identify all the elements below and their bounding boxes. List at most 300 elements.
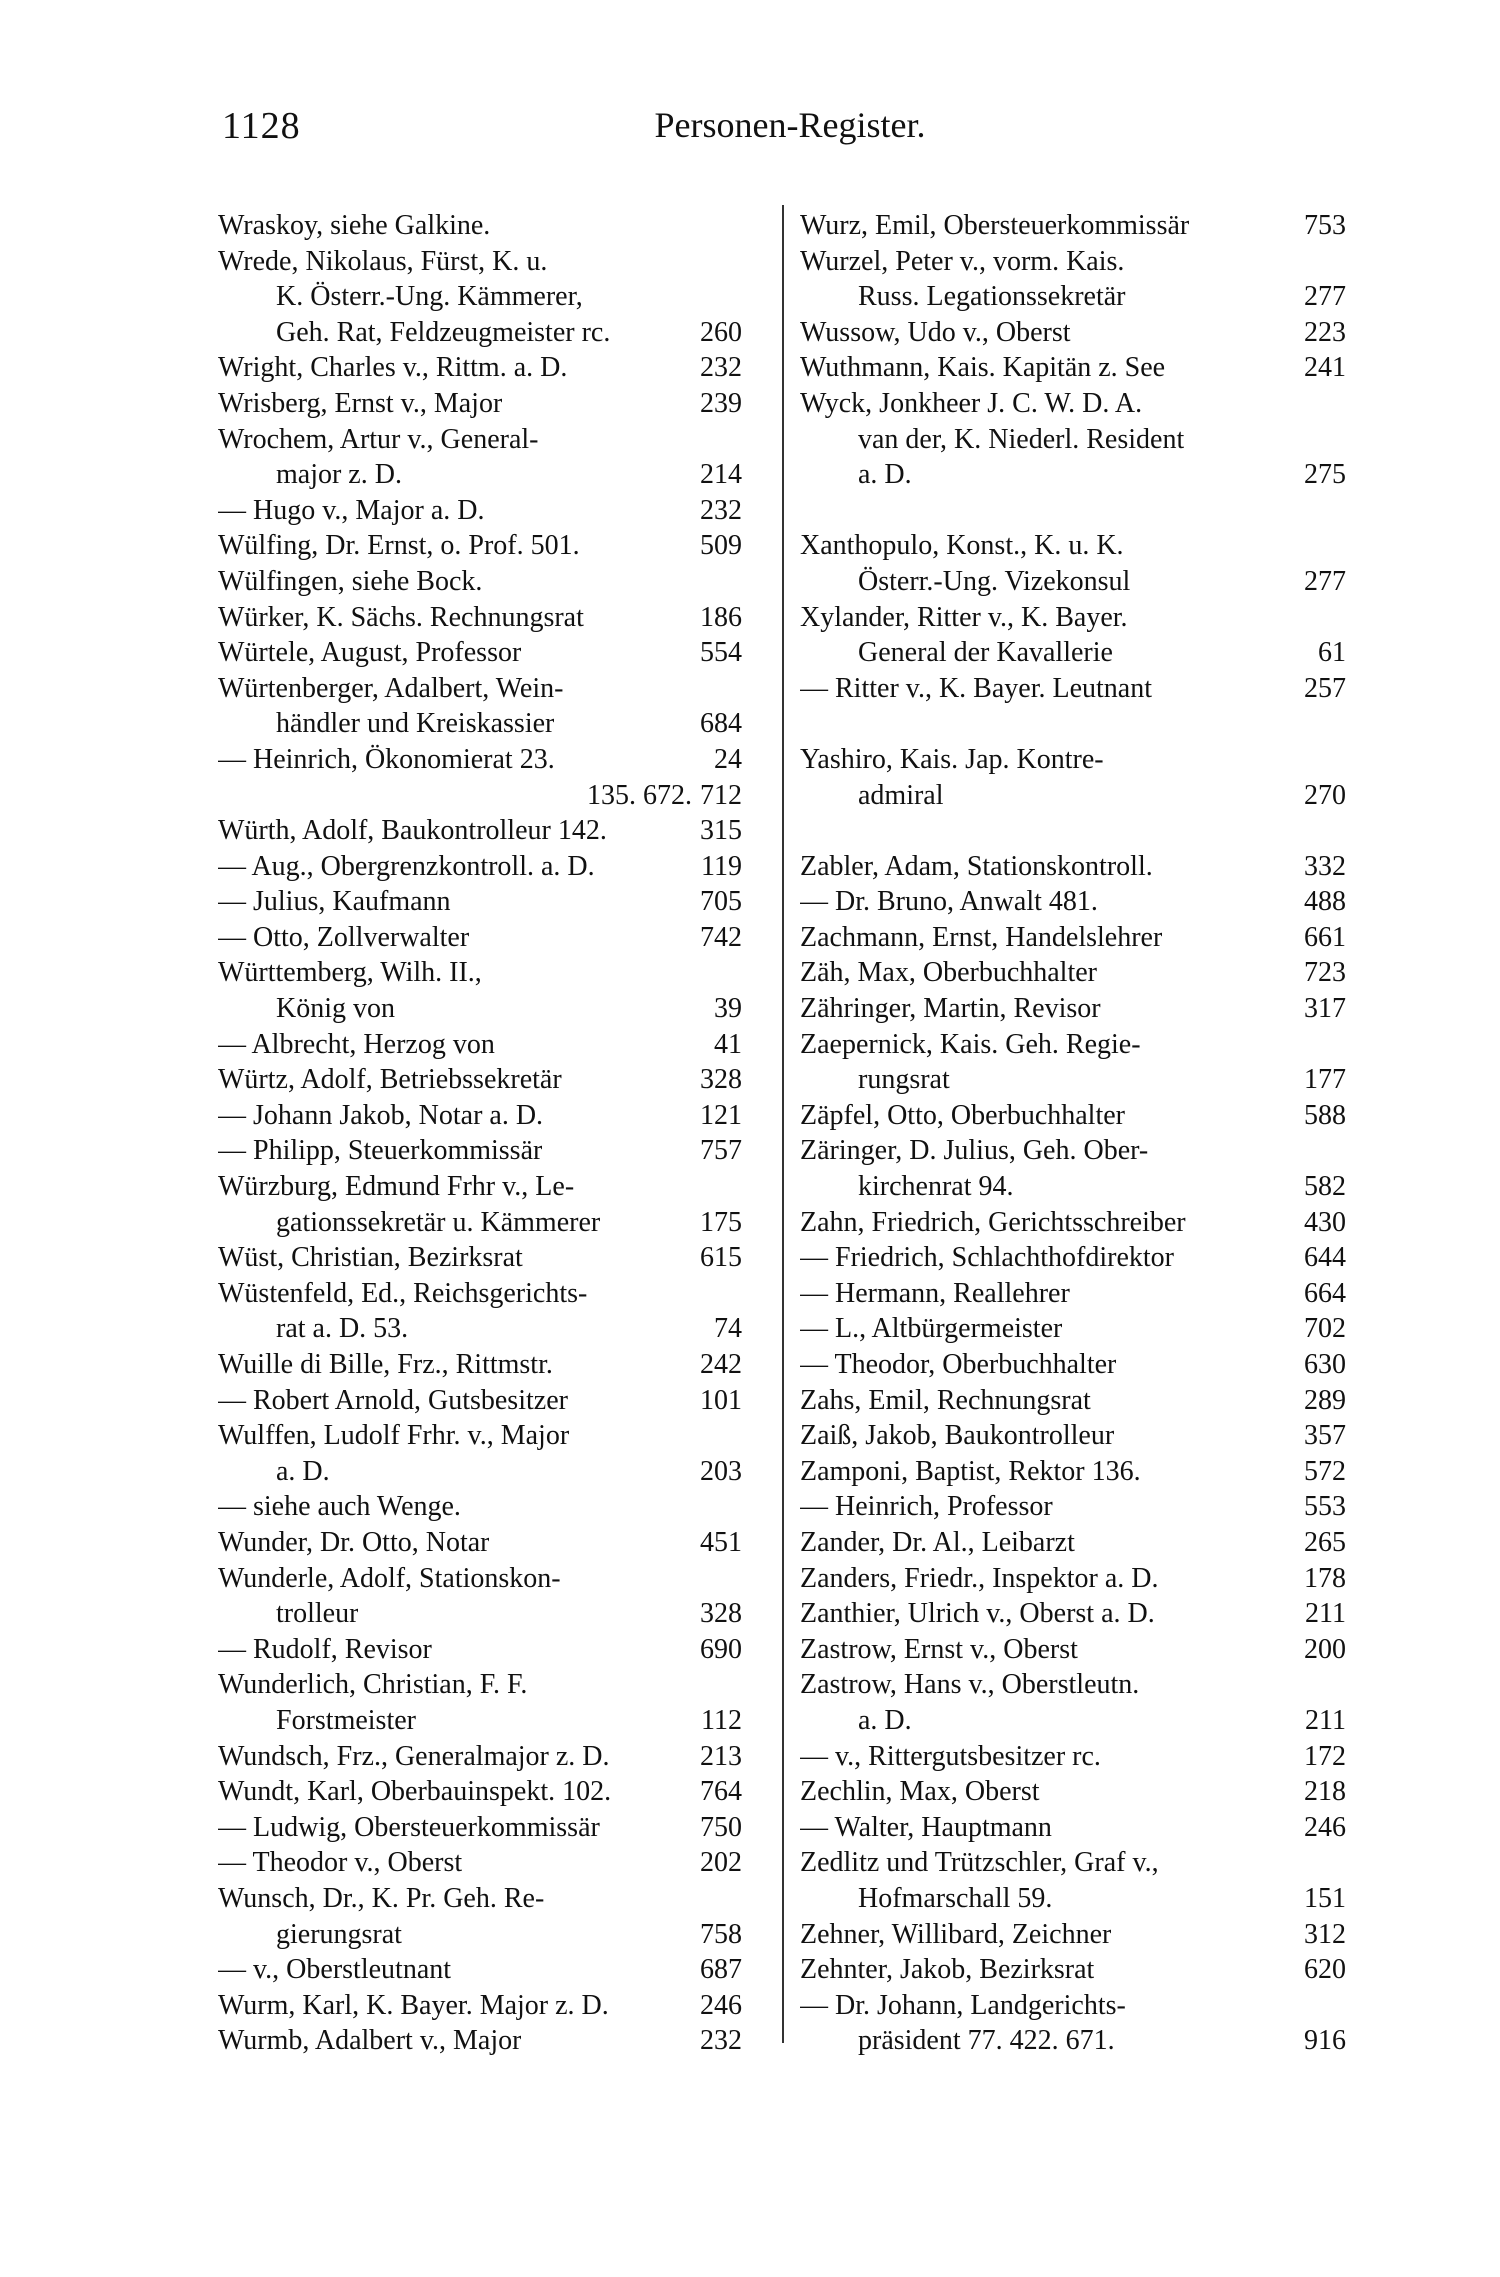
entry-text: präsident 77. 422. 671. <box>858 2025 1115 2057</box>
register-entry <box>218 350 742 386</box>
entry-text: — Walter, Hauptmann <box>800 1811 1052 1843</box>
entry-text: Zahn, Friedrich, Gerichtsschreiber <box>800 1206 1186 1238</box>
entry-page-refs <box>1338 1988 1346 2024</box>
entry-page-refs: 265 <box>1304 1526 1346 1558</box>
register-entry <box>800 1027 1346 1063</box>
register-entry <box>218 1561 742 1597</box>
entry-page-refs <box>1338 813 1346 849</box>
entry-page-refs: 509 <box>700 530 742 562</box>
entry-page-refs: 705 <box>700 886 742 918</box>
entry-page-refs: 246 <box>1304 1811 1346 1843</box>
entry-page-refs: 151 <box>1304 1882 1346 1914</box>
entry-text: Zahs, Emil, Rechnungsrat <box>800 1384 1091 1416</box>
register-entry <box>800 1561 1346 1597</box>
entry-text: Wrisberg, Ernst v., Major <box>218 387 503 419</box>
entry-text: Wunder, Dr. Otto, Notar <box>218 1526 490 1558</box>
entry-page-refs: 232 <box>700 2025 742 2057</box>
register-entry-continuation <box>218 1703 742 1739</box>
register-entry-continuation <box>218 457 742 493</box>
entry-text: Russ. Legationssekretär <box>858 281 1126 313</box>
entry-page-refs: 764 <box>700 1776 742 1808</box>
entry-page-refs: 213 <box>700 1740 742 1772</box>
entry-text: Wrochem, Artur v., General- <box>218 423 539 455</box>
register-entry <box>218 1169 742 1205</box>
register-entry <box>800 1383 1346 1419</box>
register-entry <box>218 1525 742 1561</box>
register-entry <box>800 1525 1346 1561</box>
entry-text: Zachmann, Ernst, Handelslehrer <box>800 921 1163 953</box>
register-entry <box>800 1240 1346 1276</box>
entry-page-refs: 430 <box>1304 1206 1346 1238</box>
register-entry <box>800 706 1346 742</box>
entry-text: Zäringer, D. Julius, Geh. Ober- <box>800 1135 1149 1167</box>
entry-text: Zanthier, Ulrich v., Oberst a. D. <box>800 1598 1155 1630</box>
entry-text: — Dr. Bruno, Anwalt 481. <box>800 886 1098 918</box>
entry-text: Forstmeister <box>276 1704 416 1736</box>
entry-text: — L., Altbürgermeister <box>800 1313 1063 1345</box>
register-entry <box>800 1454 1346 1490</box>
entry-page-refs <box>1338 1133 1346 1169</box>
entry-text: Zechlin, Max, Oberst <box>800 1776 1040 1808</box>
register-column-left <box>218 208 742 2059</box>
entry-text: — Julius, Kaufmann <box>218 886 451 918</box>
entry-text: rat a. D. 53. <box>276 1313 409 1345</box>
entry-page-refs: 315 <box>700 815 742 847</box>
register-entry <box>218 1489 742 1525</box>
register-entry <box>218 635 742 671</box>
entry-text: a. D. <box>858 1704 912 1736</box>
register-entry-continuation <box>218 1205 742 1241</box>
entry-page-refs: 750 <box>700 1811 742 1843</box>
register-entry <box>800 315 1346 351</box>
entry-text: — Aug., Obergrenzkontroll. a. D. <box>218 850 595 882</box>
register-entry <box>218 2023 742 2059</box>
register-entry <box>800 244 1346 280</box>
entry-page-refs <box>1338 1027 1346 1063</box>
register-entry <box>218 1418 742 1454</box>
entry-text: Wuthmann, Kais. Kapitän z. See <box>800 352 1166 384</box>
register-entry <box>218 1988 742 2024</box>
entry-text: Wuille di Bille, Frz., Rittmstr. <box>218 1349 553 1380</box>
register-entry <box>218 1810 742 1846</box>
register-entry <box>218 600 742 636</box>
entry-text: König von <box>276 993 395 1025</box>
entry-text: — Ritter v., K. Bayer. Leutnant <box>800 672 1152 704</box>
entry-page-refs <box>734 279 742 315</box>
entry-page-refs <box>734 671 742 707</box>
entry-text: a. D. <box>276 1455 330 1487</box>
entry-text: — Otto, Zollverwalter <box>218 921 470 953</box>
register-entry <box>800 1098 1346 1134</box>
register-entry <box>800 1917 1346 1953</box>
entry-page-refs <box>1338 1667 1346 1703</box>
entry-page-refs <box>734 1489 742 1525</box>
register-entry <box>218 671 742 707</box>
entry-page-refs <box>1338 244 1346 280</box>
entry-page-refs: 74 <box>714 1313 742 1345</box>
entry-text: Zaepernick, Kais. Geh. Regie- <box>800 1028 1141 1060</box>
entry-page-refs: 620 <box>1304 1954 1346 1986</box>
entry-text: gierungsrat <box>276 1918 402 1950</box>
entry-text: Wüstenfeld, Ed., Reichsgerichts- <box>218 1277 588 1309</box>
entry-page-refs: 615 <box>700 1242 742 1274</box>
entry-text: a. D. <box>858 459 912 491</box>
register-entry <box>800 671 1346 707</box>
entry-text: — Friedrich, Schlachthofdirektor <box>800 1242 1175 1274</box>
entry-page-refs: 186 <box>700 601 742 633</box>
entry-text: — Theodor, Oberbuchhalter <box>800 1349 1117 1380</box>
entry-text: gationssekretär u. Kämmerer <box>276 1206 601 1238</box>
entry-text: Wülfingen, siehe Bock. <box>218 565 483 597</box>
register-entry <box>800 600 1346 636</box>
entry-page-refs <box>1338 386 1346 422</box>
entry-text: — siehe auch Wenge. <box>218 1491 461 1523</box>
entry-page-refs <box>734 1169 742 1205</box>
entry-page-refs: 246 <box>700 1989 742 2021</box>
entry-page-refs: 270 <box>1304 779 1346 811</box>
entry-text: Wurzel, Peter v., vorm. Kais. <box>800 245 1125 277</box>
register-entry <box>800 884 1346 920</box>
entry-page-refs <box>1338 600 1346 636</box>
entry-text: Wrede, Nikolaus, Fürst, K. u. <box>218 245 548 277</box>
entry-page-refs: 211 <box>1305 1704 1346 1736</box>
register-entry <box>800 1988 1346 2024</box>
entry-text: — Rudolf, Revisor <box>218 1633 432 1665</box>
entry-page-refs: 553 <box>1304 1491 1346 1523</box>
register-entry <box>218 1774 742 1810</box>
register-entry <box>800 1489 1346 1525</box>
entry-page-refs: 702 <box>1304 1313 1346 1345</box>
register-entry <box>218 1845 742 1881</box>
register-entry-continuation <box>800 1881 1346 1917</box>
entry-text: Wurmb, Adalbert v., Major <box>218 2025 522 2057</box>
entry-text: — Theodor v., Oberst <box>218 1847 463 1879</box>
entry-page-refs: 175 <box>700 1206 742 1238</box>
entry-text: Würth, Adolf, Baukontrolleur 142. <box>218 815 607 847</box>
register-entry <box>800 528 1346 564</box>
entry-page-refs: 172 <box>1304 1740 1346 1772</box>
entry-text: Österr.-Ung. Vizekonsul <box>858 565 1131 597</box>
register-entry <box>218 1133 742 1169</box>
register-entry-continuation <box>800 778 1346 814</box>
register-entry <box>800 1845 1346 1881</box>
entry-page-refs: 690 <box>700 1633 742 1665</box>
entry-page-refs: 451 <box>700 1526 742 1558</box>
entry-page-refs: 112 <box>701 1704 742 1736</box>
entry-text: admiral <box>858 779 944 811</box>
entry-text: — Hugo v., Major a. D. <box>218 494 485 526</box>
entry-page-refs: 723 <box>1304 957 1346 989</box>
register-entry-continuation <box>218 1454 742 1490</box>
entry-page-refs: 916 <box>1304 2025 1346 2057</box>
entry-page-refs <box>1338 1845 1346 1881</box>
register-entry-continuation <box>800 1169 1346 1205</box>
register-entry <box>800 1311 1346 1347</box>
entry-text: — Johann Jakob, Notar a. D. <box>218 1099 544 1131</box>
register-entry-continuation <box>218 1917 742 1953</box>
register-entry <box>800 208 1346 244</box>
register-entry-continuation <box>800 564 1346 600</box>
register-entry <box>800 742 1346 778</box>
entry-page-refs: 177 <box>1304 1064 1346 1096</box>
entry-text: Wundsch, Frz., Generalmajor z. D. <box>218 1740 610 1772</box>
entry-page-refs: 239 <box>700 387 742 419</box>
entry-page-refs: 684 <box>700 708 742 740</box>
register-entry <box>800 1347 1346 1383</box>
entry-page-refs <box>1338 528 1346 564</box>
register-entry <box>218 1098 742 1134</box>
entry-text: van der, K. Niederl. Resident <box>858 423 1185 455</box>
entry-text: Zähringer, Martin, Revisor <box>800 993 1101 1025</box>
entry-page-refs <box>1338 706 1346 742</box>
register-entry <box>218 1027 742 1063</box>
entry-page-refs <box>734 1276 742 1312</box>
register-entry <box>800 1667 1346 1703</box>
entry-page-refs: 277 <box>1304 281 1346 313</box>
entry-page-refs: 661 <box>1304 921 1346 953</box>
register-entry <box>218 1062 742 1098</box>
entry-page-refs: 211 <box>1305 1598 1346 1630</box>
entry-page-refs <box>734 564 742 600</box>
entry-text: Geh. Rat, Feldzeugmeister rc. <box>276 316 611 348</box>
entry-page-refs: 277 <box>1304 565 1346 597</box>
entry-text: Xylander, Ritter v., K. Bayer. <box>800 601 1128 633</box>
entry-text: 135. 672. <box>587 779 692 811</box>
entry-text: Würtenberger, Adalbert, Wein- <box>218 672 564 704</box>
entry-text: — Ludwig, Obersteuerkommissär <box>218 1811 600 1843</box>
entry-page-refs: 119 <box>701 850 742 882</box>
entry-text: Hofmarschall 59. <box>858 1882 1053 1914</box>
entry-page-refs: 232 <box>700 352 742 384</box>
entry-text: Zäpfel, Otto, Oberbuchhalter <box>800 1099 1125 1131</box>
entry-page-refs: 630 <box>1304 1349 1346 1380</box>
entry-page-refs: 203 <box>700 1455 742 1487</box>
register-entry <box>800 1810 1346 1846</box>
entry-page-refs <box>734 1881 742 1917</box>
register-entry-continuation <box>800 1062 1346 1098</box>
register-entry <box>800 1632 1346 1668</box>
entry-text: Würtele, August, Professor <box>218 637 522 669</box>
entry-text: Wulffen, Ludolf Frhr. v., Major <box>218 1420 570 1452</box>
entry-text: General der Kavallerie <box>858 637 1113 669</box>
entry-page-refs: 257 <box>1304 672 1346 704</box>
entry-text: Zastrow, Ernst v., Oberst <box>800 1633 1078 1665</box>
register-entry-continuation <box>800 457 1346 493</box>
entry-page-refs: 758 <box>700 1918 742 1950</box>
entry-text: Wussow, Udo v., Oberst <box>800 316 1071 348</box>
entry-page-refs: 200 <box>1304 1633 1346 1665</box>
register-entry <box>218 849 742 885</box>
entry-page-refs: 757 <box>700 1135 742 1167</box>
entry-page-refs: 357 <box>1304 1420 1346 1452</box>
register-entry <box>218 564 742 600</box>
register-entry <box>800 1133 1346 1169</box>
register-entry <box>218 244 742 280</box>
entry-text: Wraskoy, siehe Galkine. <box>218 210 491 241</box>
entry-page-refs <box>734 422 742 458</box>
entry-page-refs: 24 <box>714 743 742 775</box>
entry-text: Zanders, Friedr., Inspektor a. D. <box>800 1562 1159 1594</box>
register-entry <box>800 1276 1346 1312</box>
entry-text: Wyck, Jonkheer J. C. W. D. A. <box>800 387 1143 419</box>
register-entry <box>218 386 742 422</box>
entry-page-refs <box>1338 493 1346 529</box>
entry-text: — Philipp, Steuerkommissär <box>218 1135 543 1167</box>
register-entry <box>218 1632 742 1668</box>
entry-page-refs: 742 <box>700 921 742 953</box>
entry-page-refs: 644 <box>1304 1242 1346 1274</box>
entry-page-refs: 554 <box>700 637 742 669</box>
entry-page-refs: 260 <box>700 316 742 348</box>
entry-text: Zander, Dr. Al., Leibarzt <box>800 1526 1075 1558</box>
entry-text: Wundt, Karl, Oberbauinspekt. 102. <box>218 1776 612 1808</box>
entry-text: Wunderle, Adolf, Stationskon- <box>218 1562 561 1594</box>
register-entry <box>218 1952 742 1988</box>
entry-page-refs: 218 <box>1304 1776 1346 1808</box>
register-entry <box>218 1881 742 1917</box>
register-entry <box>218 493 742 529</box>
entry-page-refs: 223 <box>1304 316 1346 348</box>
page-number: 1128 <box>222 105 301 147</box>
register-column-right <box>800 208 1346 2059</box>
entry-text: Zehnter, Jakob, Bezirksrat <box>800 1954 1095 1986</box>
entry-page-refs <box>734 208 742 244</box>
entry-page-refs: 582 <box>1304 1171 1346 1203</box>
entry-text: Württemberg, Wilh. II., <box>218 957 482 989</box>
register-entry-continuation <box>800 635 1346 671</box>
entry-text: Wülfing, Dr. Ernst, o. Prof. 501. <box>218 530 580 562</box>
register-entry <box>800 991 1346 1027</box>
entry-page-refs: 242 <box>700 1349 742 1380</box>
register-entry <box>800 1739 1346 1775</box>
entry-page-refs <box>734 955 742 991</box>
entry-page-refs <box>1338 422 1346 458</box>
entry-text: — Heinrich, Professor <box>800 1491 1053 1523</box>
entry-page-refs <box>1338 742 1346 778</box>
entry-page-refs: 178 <box>1304 1562 1346 1594</box>
entry-text: händler und Kreiskassier <box>276 708 555 740</box>
register-entry-continuation <box>218 991 742 1027</box>
entry-text: Wurz, Emil, Obersteuerkommissär <box>800 210 1190 241</box>
entry-page-refs: 289 <box>1304 1384 1346 1416</box>
entry-text: — v., Rittergutsbesitzer rc. <box>800 1740 1101 1772</box>
entry-text: Zaiß, Jakob, Baukontrolleur <box>800 1420 1115 1452</box>
entry-page-refs: 214 <box>700 459 742 491</box>
register-entry-continuation <box>800 1703 1346 1739</box>
register-entry <box>218 920 742 956</box>
entry-text: Xanthopulo, Konst., K. u. K. <box>800 530 1124 562</box>
entry-page-refs: 687 <box>700 1954 742 1986</box>
entry-page-refs: 664 <box>1304 1277 1346 1309</box>
entry-text: — Robert Arnold, Gutsbesitzer <box>218 1384 568 1416</box>
register-entry <box>218 1383 742 1419</box>
entry-text: Zehner, Willibard, Zeichner <box>800 1918 1112 1950</box>
entry-page-refs: 328 <box>700 1064 742 1096</box>
entry-page-refs <box>734 1418 742 1454</box>
register-entry <box>218 1347 742 1383</box>
entry-page-refs: 588 <box>1304 1099 1346 1131</box>
entry-text: Würtz, Adolf, Betriebssekretär <box>218 1064 562 1096</box>
entry-text: Zabler, Adam, Stationskontroll. <box>800 850 1153 882</box>
entry-page-refs: 41 <box>714 1028 742 1060</box>
entry-page-refs: 312 <box>1304 1918 1346 1950</box>
register-entry-continuation <box>218 279 742 315</box>
register-entry-continuation <box>800 2023 1346 2059</box>
entry-page-refs: 101 <box>700 1384 742 1416</box>
entry-page-refs <box>734 1561 742 1597</box>
entry-page-refs: 332 <box>1304 850 1346 882</box>
register-entry-continuation <box>218 1311 742 1347</box>
entry-page-refs: 241 <box>1304 352 1346 384</box>
register-entry <box>800 493 1346 529</box>
register-entry <box>218 1739 742 1775</box>
register-entry <box>800 955 1346 991</box>
entry-page-refs: 39 <box>714 993 742 1025</box>
entry-page-refs: 121 <box>700 1099 742 1131</box>
register-entry <box>218 1667 742 1703</box>
entry-page-refs: 753 <box>1304 210 1346 241</box>
register-entry-continuation <box>218 706 742 742</box>
entry-page-refs: 61 <box>1318 637 1346 669</box>
register-entry <box>218 1276 742 1312</box>
running-title: Personen-Register. <box>654 105 926 145</box>
entry-page-refs: 572 <box>1304 1455 1346 1487</box>
entry-page-refs <box>734 244 742 280</box>
entry-text: Zedlitz und Trützschler, Graf v., <box>800 1847 1159 1879</box>
register-entry <box>218 208 742 244</box>
register-entry <box>800 813 1346 849</box>
entry-text: K. Österr.-Ung. Kämmerer, <box>276 281 583 313</box>
entry-text: rungsrat <box>858 1064 950 1096</box>
entry-text: Zamponi, Baptist, Rektor 136. <box>800 1455 1141 1487</box>
register-entry <box>800 386 1346 422</box>
entry-text: Wunsch, Dr., K. Pr. Geh. Re- <box>218 1882 545 1914</box>
register-entry-continuation <box>800 422 1346 458</box>
entry-page-refs: 232 <box>700 494 742 526</box>
entry-text: trolleur <box>276 1598 359 1630</box>
entry-text: Yashiro, Kais. Jap. Kontre- <box>800 743 1104 775</box>
entry-page-refs: 328 <box>700 1598 742 1630</box>
entry-text: Würker, K. Sächs. Rechnungsrat <box>218 601 584 633</box>
entry-text: Wunderlich, Christian, F. F. <box>218 1669 528 1701</box>
entry-text: — Heinrich, Ökonomierat 23. <box>218 743 555 775</box>
register-entry <box>218 742 742 778</box>
entry-text: — Hermann, Reallehrer <box>800 1277 1070 1309</box>
register-entry <box>218 422 742 458</box>
entry-text: Würzburg, Edmund Frhr v., Le- <box>218 1171 575 1203</box>
entry-page-refs: 712 <box>700 779 742 811</box>
register-entry <box>218 528 742 564</box>
entry-page-refs: 275 <box>1304 459 1346 491</box>
register-entry <box>800 1418 1346 1454</box>
entry-text: — v., Oberstleutnant <box>218 1954 452 1986</box>
register-entry <box>800 1774 1346 1810</box>
register-entry <box>800 920 1346 956</box>
entry-text: Wright, Charles v., Rittm. a. D. <box>218 352 568 384</box>
register-entry-continuation <box>218 1596 742 1632</box>
entry-page-refs: 202 <box>700 1847 742 1879</box>
entry-text: Wurm, Karl, K. Bayer. Major z. D. <box>218 1989 609 2021</box>
register-entry <box>218 884 742 920</box>
register-entry <box>800 350 1346 386</box>
register-entry <box>218 1240 742 1276</box>
register-entry-continuation <box>218 778 742 814</box>
register-entry <box>800 849 1346 885</box>
entry-page-refs: 317 <box>1304 993 1346 1025</box>
register-entry <box>800 1596 1346 1632</box>
entry-text: Zastrow, Hans v., Oberstleutn. <box>800 1669 1140 1701</box>
entry-text: Zäh, Max, Oberbuchhalter <box>800 957 1097 989</box>
